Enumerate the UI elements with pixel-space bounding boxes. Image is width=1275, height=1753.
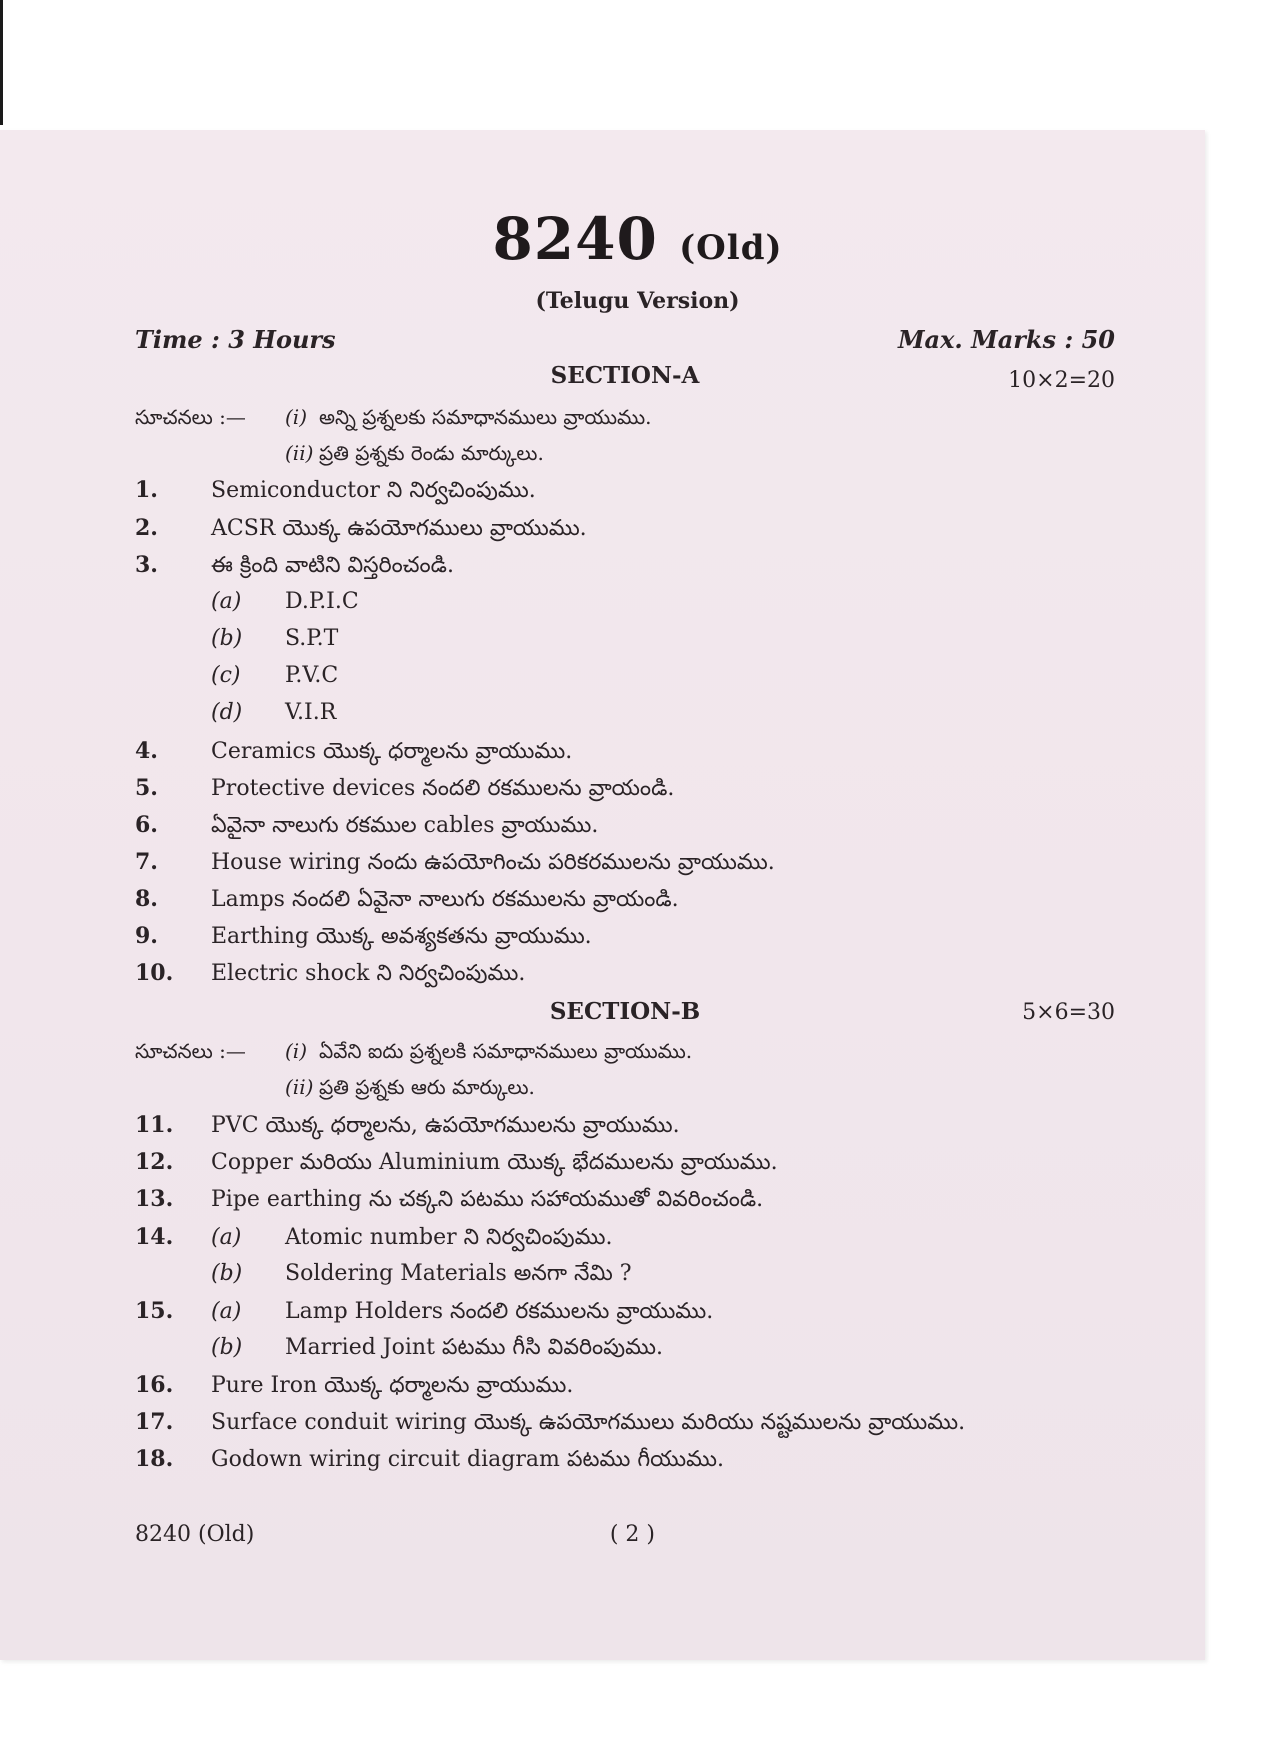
question-17: 17. Surface conduit wiring యొక్క ఉపయోగములు మరియు నష్టములను వ్రాయుము. [135, 1409, 966, 1435]
page-footer [135, 1522, 655, 1547]
notes-label: సూచనలు :— [135, 405, 246, 429]
question-2: 2. ACSR యొక్క ఉపయోగములు వ్రాయుము. [135, 515, 587, 541]
question-3b: (b) S.P.T [211, 626, 339, 651]
section-a-note-2: (ii) ప్రతి ప్రశ్నకు రెండు మార్కులు. [285, 441, 544, 465]
footer-code: 8240 (Old) [135, 1522, 255, 1547]
section-b-marks: 5×6=30 [1022, 1000, 1115, 1025]
question-10: 10. Electric shock ని నిర్వచింపుము. [135, 960, 526, 986]
page-number: ( 2 ) [609, 1522, 655, 1547]
question-13: 13. Pipe earthing ను చక్కని పటము సహాయముతో వివరించండి. [135, 1186, 764, 1212]
question-3d: (d) V.I.R [211, 700, 337, 725]
question-16: 16. Pure Iron యొక్క ధర్మాలను వ్రాయుము. [135, 1372, 574, 1398]
question-1: 1. Semiconductor ని నిర్వచింపుము. [135, 477, 536, 503]
question-11: 11. PVC యొక్క ధర్మాలను, ఉపయోగములను వ్రాయుము. [135, 1112, 680, 1138]
question-9: 9. Earthing యొక్క అవశ్యకతను వ్రాయుము. [135, 923, 592, 949]
section-a-note-1: సూచనలు :— (i) అన్ని ప్రశ్నలకు సమాధానములు వ్రాయుము. [135, 405, 651, 434]
question-7: 7. House wiring నందు ఉపయోగించు పరికరములను వ్రాయుము. [135, 849, 775, 875]
question-3c: (c) P.V.C [211, 663, 339, 688]
section-b-header [135, 998, 1115, 1028]
section-b-title: SECTION-B [549, 998, 701, 1025]
question-18: 18. Godown wiring circuit diagram పటము గీయుము. [135, 1446, 724, 1472]
question-15a: 15. (a) Lamp Holders నందలి రకములను వ్రాయుము. [135, 1298, 714, 1324]
paper-code [0, 205, 1275, 273]
paper-code-number: 8240 [492, 205, 658, 273]
question-15b: (b) Married Joint పటము గీసి వివరింపుము. [211, 1335, 664, 1360]
question-8: 8. Lamps నందలి ఏవైనా నాలుగు రకములను వ్రాయండి. [135, 886, 679, 912]
question-6: 6. ఏవైనా నాలుగు రకముల cables వ్రాయుము. [135, 812, 599, 838]
question-12: 12. Copper మరియు Aluminium యొక్క భేదములను వ్రాయుము. [135, 1149, 778, 1175]
max-marks-label: Max. Marks : 50 [897, 325, 1115, 354]
section-a-marks: 10×2=20 [1008, 368, 1115, 393]
paper-version: (Telugu Version) [535, 288, 740, 314]
question-5: 5. Protective devices నందలి రకములను వ్రాయండి. [135, 775, 675, 801]
scan-edge [0, 0, 3, 125]
question-4: 4. Ceramics యొక్క ధర్మాలను వ్రాయుము. [135, 738, 573, 764]
paper-code-suffix: (Old) [679, 228, 783, 268]
section-b-note-1: సూచనలు :— (i) ఏవేని ఐదు ప్రశ్నలకి సమాధానములు వ్రాయుము. [135, 1039, 693, 1063]
section-a-header [135, 362, 1115, 392]
time-label: Time : 3 Hours [135, 325, 336, 354]
section-a-title: SECTION-A [550, 362, 700, 389]
section-b-note-2: (ii) ప్రతి ప్రశ్నకు ఆరు మార్కులు. [285, 1075, 535, 1099]
question-14b: (b) Soldering Materials అనగా నేమి ? [211, 1261, 632, 1286]
meta-row [135, 325, 1115, 354]
question-3: 3. ఈ క్రింది వాటిని విస్తరించండి. [135, 552, 454, 578]
question-3a: (a) D.P.I.C [211, 589, 359, 614]
question-14a: 14. (a) Atomic number ని నిర్వచింపుము. [135, 1224, 613, 1250]
